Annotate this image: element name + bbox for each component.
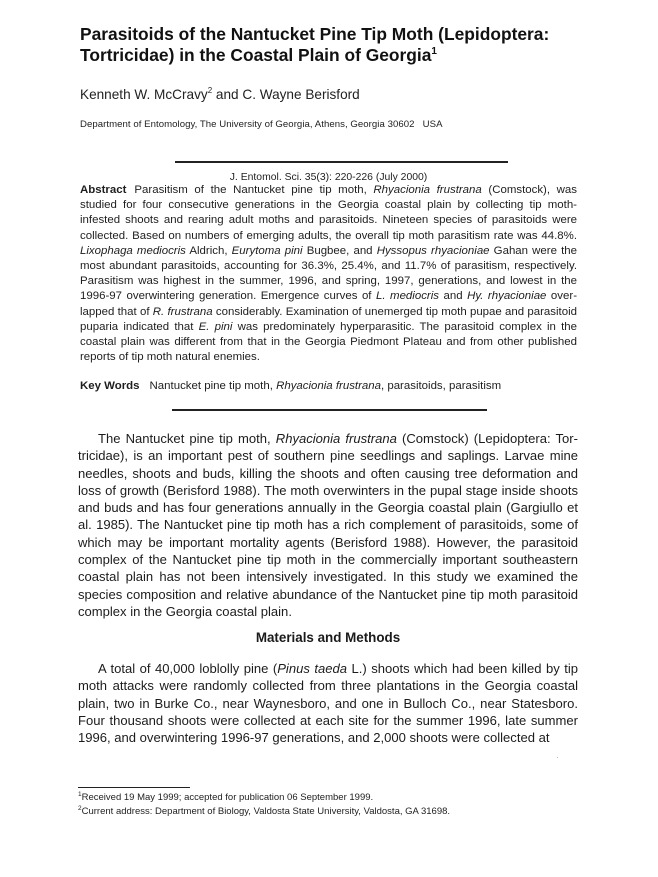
divider-middle xyxy=(172,409,487,411)
footnote-1-marker: 1 xyxy=(78,791,82,798)
italic-term: Rhyacionia frustrana xyxy=(276,380,381,392)
text-run: (Comstock) (Lepidoptera: Tortricidae), is an important pest of southern pine seedlings and saplings. Larvae mine needles, shoots and buds, killing the shoots and often causing tree deformation and loss of growth (Berisford 1988). The moth overwinters in the pupal stage inside shoots and buds and has four generations annually in the Georgia coastal plain (Gargiullo et al. 1985). The Nantucket pine tip moth has a rich complement of parasitoids, some of which may be important mortality agents (Berisford 1988). However, the parasitoid complex of the Nantucket pine tip moth in the commercially important southeastern coastal plain has not been intensively investigated. In this study we examined the species composition and relative abundance of the Nantucket pine tip moth parasitoid complex in the Georgia coastal plain. xyxy=(78,431,578,619)
keywords-body xyxy=(150,380,502,392)
italic-term: R. frustrana xyxy=(152,305,213,318)
keywords xyxy=(80,380,577,392)
introduction-paragraph xyxy=(78,430,578,620)
text-run: Parasitism of the Nantucket pine tip moth, xyxy=(134,184,374,196)
text-run: A total of 40,000 loblolly pine ( xyxy=(98,661,278,676)
text-run: overlapped that of xyxy=(80,290,577,318)
italic-term: L. mediocris xyxy=(376,290,439,303)
methods-section xyxy=(78,660,578,746)
footnote-2-text: Current address: Department of Biology, Valdosta State University, Valdosta, GA 31698. xyxy=(81,806,451,817)
keywords-label: Key Words xyxy=(80,380,140,392)
italic-term: E. pini xyxy=(198,320,233,333)
italic-term: Pinus taeda xyxy=(277,661,348,676)
author-join: and xyxy=(212,87,243,102)
text-run: L.) shoots which had been killed by tip moth attacks were randomly collected from three plantations in the Georgia coastal plain, two in Burke Co., near Waynesboro, and one in Bulloch Co., near Statesboro. Four thousand shoots were collected at each site for the summer 1996, late summer 1996, and overwintering 1996-97 generations, and 2,000 shoots were collected at xyxy=(78,661,578,746)
section-heading-methods: Materials and Methods xyxy=(255,630,401,645)
italic-term: Rhyacionia frustrana xyxy=(275,431,397,446)
italic-term: Eurytoma pini xyxy=(231,244,303,257)
text-run: (Comstock), was studied for four consecutive generations in the Georgia coastal plain by collecting tip moth-infested shoots and rearing adult moths and parasitoids. Nineteen species of parasitoids were collected. Based on numbers of emerging adults, the overall tip moth parasitism rate was 44.8%. xyxy=(80,184,578,242)
footnote-1 xyxy=(78,791,450,805)
text-run: Bugbee, and xyxy=(302,244,377,257)
scan-speck xyxy=(557,757,558,758)
text-run: Aldrich, xyxy=(185,244,232,257)
divider-top xyxy=(175,161,508,163)
footnote-divider xyxy=(78,787,190,788)
methods-paragraph xyxy=(78,660,578,746)
footnote-2 xyxy=(78,805,450,819)
article-title xyxy=(80,24,620,66)
text-run: considerably. Examination of unemerged tip moth pupae and parasitoid puparia indicated that xyxy=(80,305,577,333)
title-text: Parasitoids of the Nantucket Pine Tip Moth (Lepidoptera: Tortricidae) in the Coastal Plain of Georgia xyxy=(80,24,550,65)
italic-term: Rhyacionia frustrana xyxy=(373,184,482,196)
author-2: C. Wayne Berisford xyxy=(242,87,360,102)
footnote-2-marker: 2 xyxy=(78,805,82,812)
text-run: Gahan were the most abundant parasitoids, accounting for 36.3%, 25.4%, and 11.7% of parasitism, respectively. Parasitism was highest in the summer, 1996, and spring, 1997, generations, and lowest in the 1996-97 overwintering generation. Emergence curves of xyxy=(80,244,577,303)
text-run: , parasitoids, parasitism xyxy=(380,380,502,392)
journal-citation: J. Entomol. Sci. 35(3): 220-226 (July 2000) xyxy=(229,172,428,183)
abstract xyxy=(80,183,577,365)
author-line xyxy=(80,87,360,102)
footnote-1-text: Received 19 May 1999; accepted for publication 06 September 1999. xyxy=(81,792,374,803)
text-run: Nantucket pine tip moth, xyxy=(149,380,277,392)
abstract-body xyxy=(80,184,577,363)
title-footnote-marker: 1 xyxy=(431,46,437,57)
text-run: The Nantucket pine tip moth, xyxy=(98,431,276,446)
text-run: was predominately hyperparasitic. The parasitoid complex in the coastal plain was different from that in the Georgia Piedmont Plateau and from other published reports of tip moth natural enemies. xyxy=(80,320,577,364)
introduction-section xyxy=(78,430,578,620)
author-1-footnote-marker: 2 xyxy=(207,86,213,95)
author-1: Kenneth W. McCravy xyxy=(80,87,208,102)
italic-term: Lixophaga mediocris xyxy=(80,244,186,257)
text-run: and xyxy=(439,290,468,303)
affiliation: Department of Entomology, The University of Georgia, Athens, Georgia 30602 USA xyxy=(80,119,443,130)
italic-term: Hy. rhyacioniae xyxy=(467,290,547,303)
abstract-label: Abstract xyxy=(80,184,127,196)
italic-term: Hyssopus rhyacioniae xyxy=(376,244,490,257)
footnotes xyxy=(78,791,450,819)
